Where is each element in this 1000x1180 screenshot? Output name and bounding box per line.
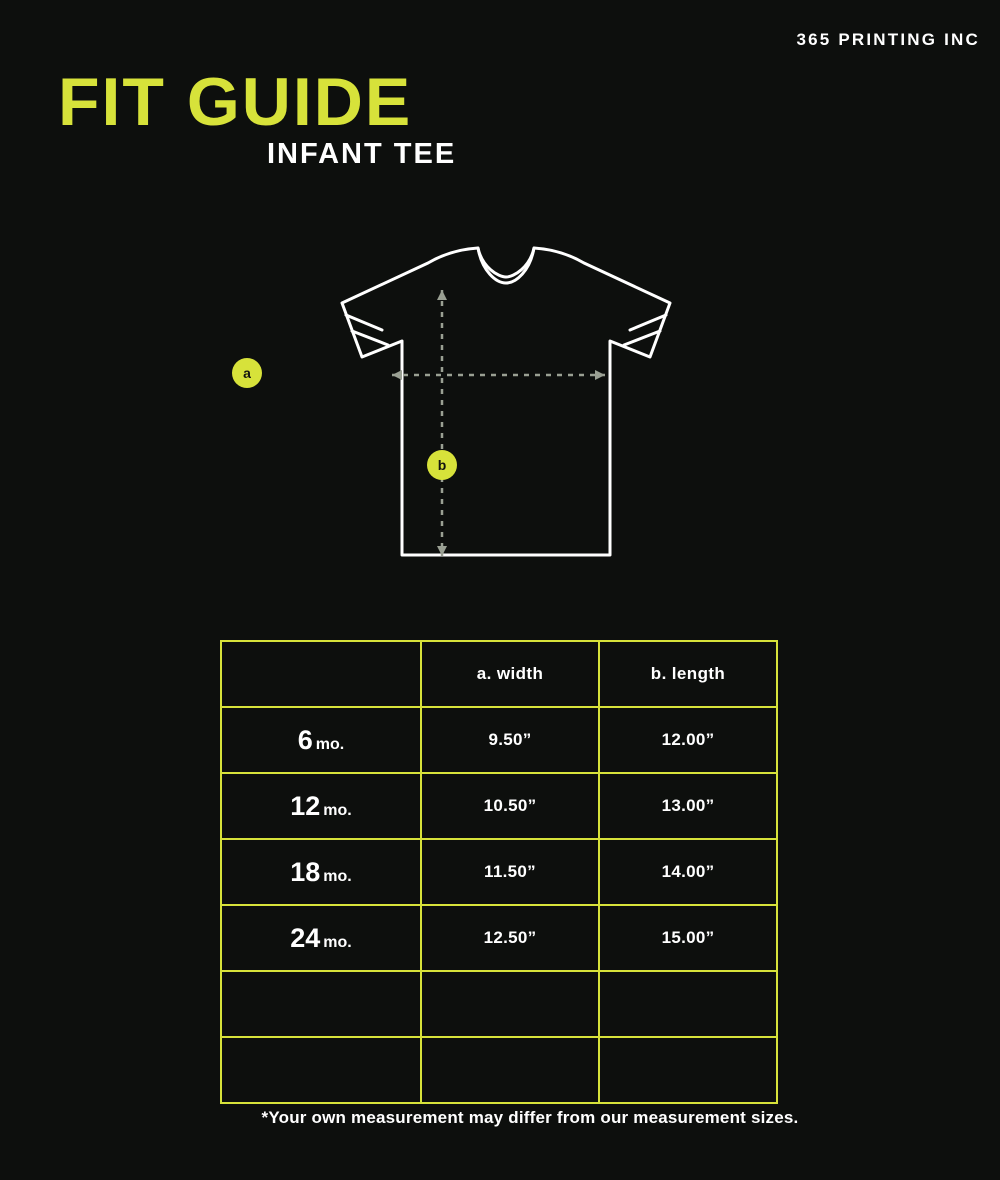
row-length: 15.00” bbox=[599, 905, 777, 971]
row-length: 12.00” bbox=[599, 707, 777, 773]
badge-a: a bbox=[232, 358, 262, 388]
table-header-row bbox=[221, 641, 777, 707]
table-row bbox=[221, 773, 777, 839]
size-unit: mo. bbox=[323, 933, 352, 951]
row-size bbox=[221, 707, 421, 773]
row-size bbox=[221, 773, 421, 839]
badge-b: b bbox=[427, 450, 457, 480]
row-width: 9.50” bbox=[421, 707, 599, 773]
brand-name: 365 PRINTING INC bbox=[796, 30, 980, 49]
table-header-width: a. width bbox=[421, 641, 599, 707]
page-title: FIT GUIDE bbox=[58, 64, 413, 140]
table-header-blank bbox=[221, 641, 421, 707]
tee-outline-icon bbox=[310, 245, 700, 575]
page-subtitle: INFANT TEE bbox=[267, 138, 457, 170]
row-length bbox=[599, 1037, 777, 1103]
row-size bbox=[221, 905, 421, 971]
row-width bbox=[421, 971, 599, 1037]
row-size bbox=[221, 839, 421, 905]
row-width: 10.50” bbox=[421, 773, 599, 839]
size-number: 6 bbox=[297, 724, 313, 755]
size-number: 12 bbox=[290, 790, 321, 821]
table-row bbox=[221, 905, 777, 971]
size-unit: mo. bbox=[323, 867, 352, 885]
table-row bbox=[221, 971, 777, 1037]
row-width: 12.50” bbox=[421, 905, 599, 971]
size-table bbox=[220, 640, 778, 1104]
row-width bbox=[421, 1037, 599, 1103]
row-length: 13.00” bbox=[599, 773, 777, 839]
tee-diagram bbox=[310, 245, 700, 575]
row-size bbox=[221, 1037, 421, 1103]
row-length bbox=[599, 971, 777, 1037]
size-number: 24 bbox=[290, 922, 321, 953]
row-length: 14.00” bbox=[599, 839, 777, 905]
row-size bbox=[221, 971, 421, 1037]
table-row bbox=[221, 707, 777, 773]
size-number: 18 bbox=[290, 856, 321, 887]
table-row bbox=[221, 1037, 777, 1103]
size-unit: mo. bbox=[315, 735, 345, 753]
table-row bbox=[221, 839, 777, 905]
table-header-length: b. length bbox=[599, 641, 777, 707]
row-width: 11.50” bbox=[421, 839, 599, 905]
size-unit: mo. bbox=[323, 801, 352, 819]
footnote: *Your own measurement may differ from our measurement sizes. bbox=[261, 1108, 799, 1127]
